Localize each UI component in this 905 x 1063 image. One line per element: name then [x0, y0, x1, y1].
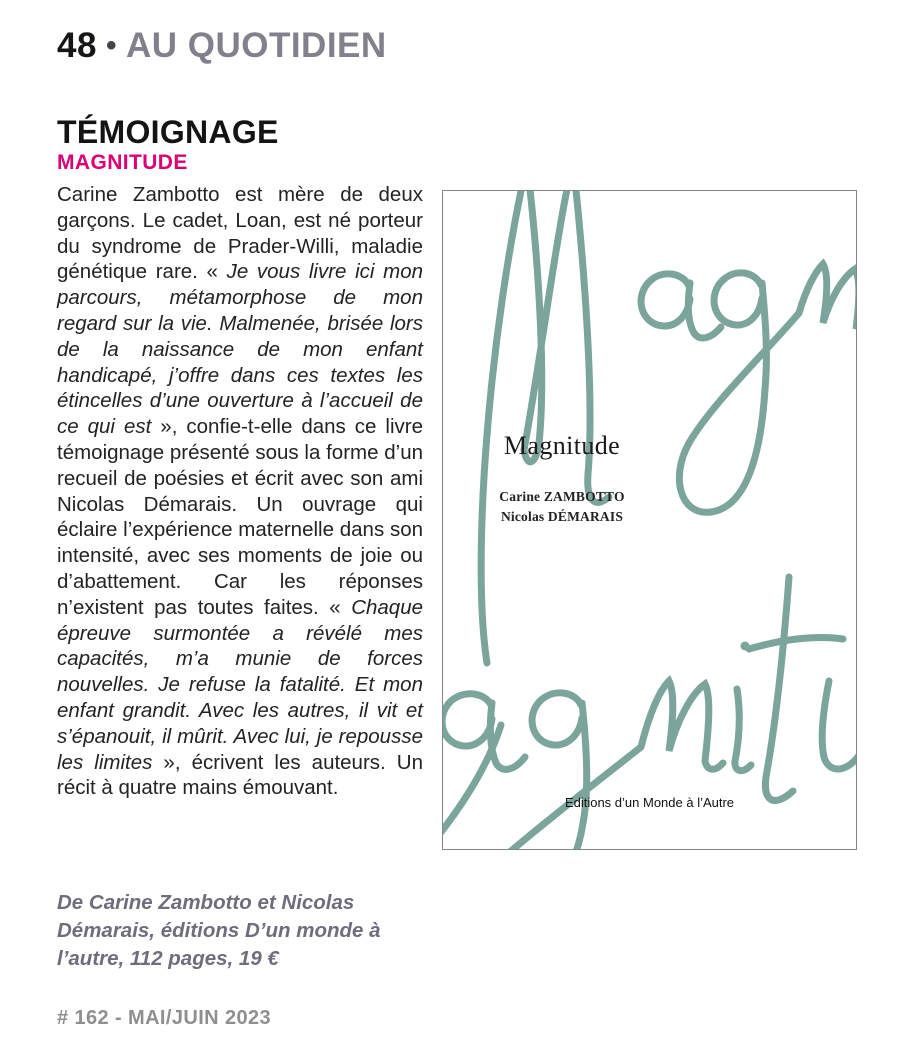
article-title: MAGNITUDE [57, 151, 188, 174]
bullet-separator: • [105, 29, 117, 62]
section-title: AU QUOTIDIEN [125, 26, 387, 65]
cover-title-block [462, 431, 662, 526]
cover-author-2: Nicolas DÉMARAIS [500, 508, 624, 524]
page-header [57, 26, 387, 66]
script-word-top [481, 191, 857, 663]
page-number: 48 [57, 26, 97, 65]
article-body: Carine Zambotto est mère de deux garçons. Le cadet, Loan, est né porteur du syndrome de Prader-Willi, maladie génétique rare. « Je vous livre ici mon parcours, métamorphose de mon regard sur la vie. Malmenée, brisée lors de la naissance de mon enfant handicapé, j’offre dans ces textes les étincelles d’une ouverture à l’accueil de ce qui est », confie-t-elle dans ce livre témoignage présenté sous la forme d’un recueil de poésies et écrit avec son ami Nicolas Démarais. Un ouvrage qui éclaire l’expérience maternelle dans son intensité, avec ses moments de joie ou d’abattement. Car les réponses n’existent pas toutes faites. « Chaque épreuve surmontée a révélé mes capacités, m’a munie de forces nouvelles. Je refuse la fatalité. Et mon enfant grandit. Avec les autres, il vit et s’épanouit, il mûrit. Avec lui, je repousse les limites », écrivent les auteurs. Un récit à quatre mains émouvant. [57, 183, 424, 800]
book-credit: De Carine Zambotto et Nicolas Démarais, éditions D’un monde à l’autre, 112 pages, 19 € [57, 891, 381, 970]
cover-book-title: Magnitude [503, 431, 621, 460]
issue-footer: # 162 - MAI/JUIN 2023 [57, 1007, 272, 1029]
article-category: TÉMOIGNAGE [57, 114, 279, 150]
book-cover-image [442, 190, 857, 850]
cover-author-1: Carine ZAMBOTTO [499, 489, 625, 504]
cover-publisher: Editions d’un Monde à l’Autre [564, 795, 735, 810]
cover-authors [462, 487, 662, 526]
